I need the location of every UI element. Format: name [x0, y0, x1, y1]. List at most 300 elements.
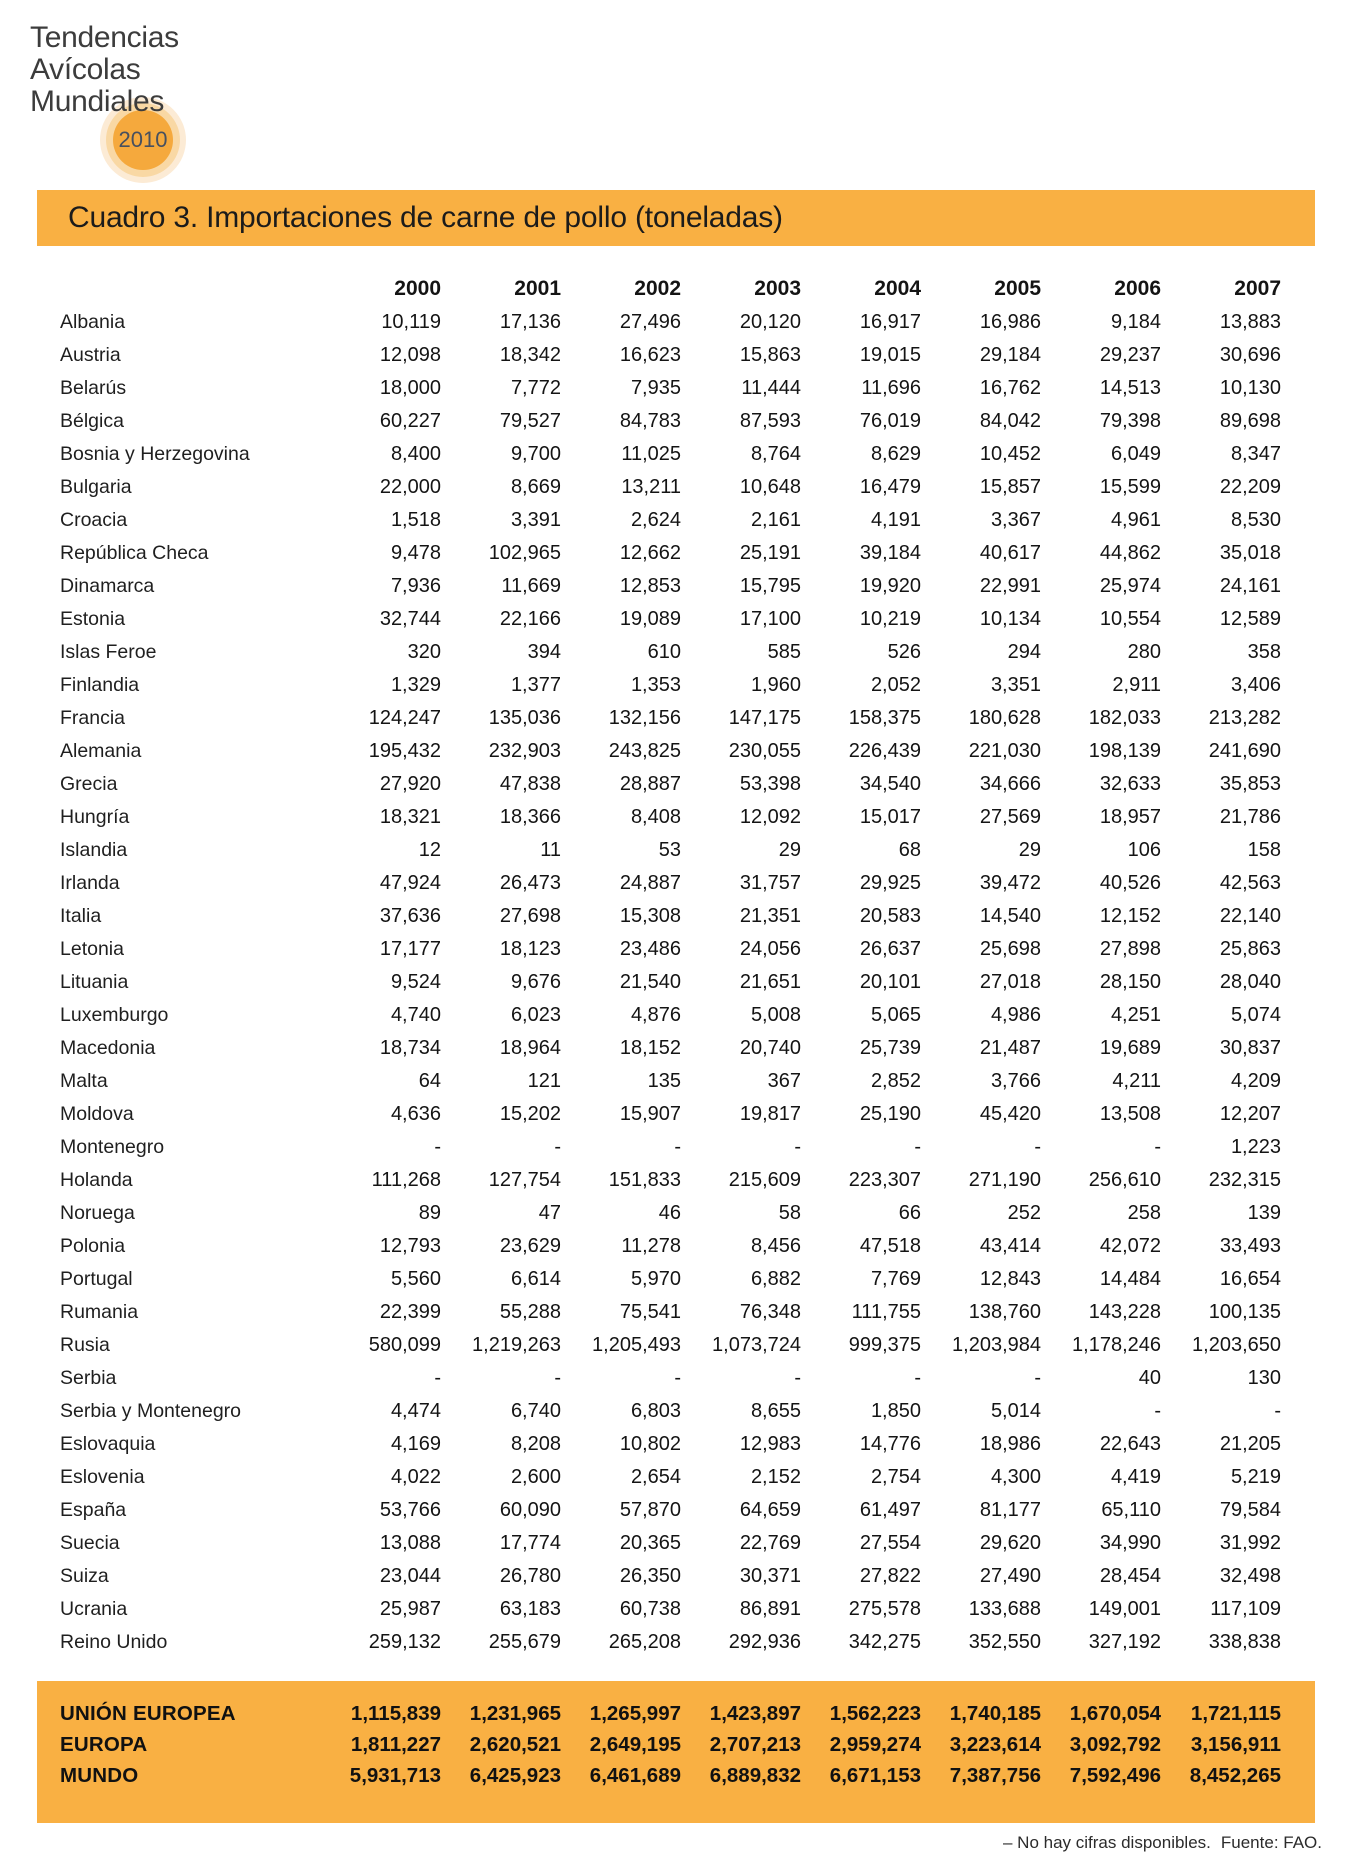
country-label: Reino Unido	[60, 1631, 168, 1653]
value-cell: 44,862	[1099, 542, 1161, 564]
value-cell: 22,140	[1219, 905, 1281, 927]
value-cell: 135	[647, 1070, 681, 1092]
value-cell: 66	[898, 1202, 921, 1224]
value-cell: 28,887	[619, 773, 681, 795]
value-cell: 127,754	[488, 1169, 561, 1191]
value-cell: 64	[418, 1070, 441, 1092]
country-label: España	[60, 1499, 127, 1521]
value-cell: 87,593	[739, 410, 801, 432]
totals-rows	[60, 1698, 1281, 1791]
value-cell: 117,109	[1210, 1598, 1281, 1620]
country-label: Belarús	[60, 377, 127, 399]
table-row	[60, 1329, 1281, 1362]
value-cell: -	[1154, 1136, 1161, 1158]
value-cell: 21,786	[1219, 806, 1281, 828]
value-cell: 15,599	[1099, 476, 1161, 498]
value-cell: 6,803	[630, 1400, 681, 1422]
footnote	[1003, 1833, 1322, 1853]
value-cell: 139	[1247, 1202, 1281, 1224]
totals-value-cell: 1,423,897	[709, 1702, 801, 1725]
value-cell: 3,406	[1230, 674, 1281, 696]
value-cell: -	[1034, 1136, 1041, 1158]
value-cell: 4,474	[390, 1400, 441, 1422]
value-cell: 19,089	[619, 608, 681, 630]
totals-value-cell: 2,620,521	[469, 1733, 561, 1756]
value-cell: 13,088	[379, 1532, 441, 1554]
value-cell: 147,175	[728, 707, 801, 729]
value-cell: 26,637	[859, 938, 921, 960]
value-cell: 34,540	[859, 773, 921, 795]
value-cell: 8,347	[1230, 443, 1281, 465]
value-cell: 22,166	[499, 608, 561, 630]
value-cell: 1,205,493	[592, 1334, 681, 1356]
value-cell: -	[1274, 1400, 1281, 1422]
value-cell: 11,444	[741, 377, 801, 399]
value-cell: 394	[527, 641, 561, 663]
value-cell: 2,052	[870, 674, 921, 696]
country-label: Noruega	[60, 1202, 135, 1224]
value-cell: 27,496	[619, 311, 681, 333]
value-cell: 24,161	[1219, 575, 1281, 597]
value-cell: 198,139	[1088, 740, 1161, 762]
logo-line-2: Avícolas	[30, 53, 141, 86]
totals-value-cell: 5,931,713	[349, 1764, 441, 1787]
value-cell: 19,015	[859, 344, 921, 366]
value-cell: 30,371	[739, 1565, 801, 1587]
value-cell: 232,903	[488, 740, 561, 762]
totals-value-cell: 1,562,223	[829, 1702, 921, 1725]
totals-value-cell: 3,156,911	[1190, 1733, 1281, 1756]
value-cell: 65,110	[1101, 1499, 1161, 1521]
value-cell: 58	[778, 1202, 801, 1224]
value-cell: -	[914, 1367, 921, 1389]
value-cell: 265,208	[608, 1631, 681, 1653]
value-cell: 158,375	[848, 707, 921, 729]
value-cell: 3,766	[990, 1070, 1041, 1092]
table-row	[60, 966, 1281, 999]
value-cell: 47	[538, 1202, 561, 1224]
value-cell: 11	[540, 839, 561, 861]
value-cell: 60,738	[619, 1598, 681, 1620]
value-cell: 610	[647, 641, 681, 663]
value-cell: 10,134	[979, 608, 1041, 630]
value-cell: 40,526	[1099, 872, 1161, 894]
logo-line-3: Mundiales	[30, 85, 165, 118]
country-label: Albania	[60, 311, 126, 333]
value-cell: 1,178,246	[1072, 1334, 1161, 1356]
value-cell: 9,676	[510, 971, 561, 993]
value-cell: 241,690	[1208, 740, 1281, 762]
value-cell: 3,367	[990, 509, 1041, 531]
table-row	[60, 1098, 1281, 1131]
value-cell: 17,136	[499, 311, 561, 333]
value-cell: 9,478	[390, 542, 441, 564]
country-label: Austria	[60, 344, 121, 366]
value-cell: 29	[778, 839, 801, 861]
value-cell: 28,040	[1219, 971, 1281, 993]
year-header: 2003	[754, 277, 801, 300]
country-label: Croacia	[60, 509, 128, 531]
country-label: Serbia	[60, 1367, 117, 1389]
value-cell: 15,795	[739, 575, 801, 597]
value-cell: 352,550	[968, 1631, 1041, 1653]
totals-label: MUNDO	[60, 1764, 139, 1787]
value-cell: 1,203,650	[1192, 1334, 1281, 1356]
value-cell: -	[914, 1136, 921, 1158]
value-cell: 79,527	[499, 410, 561, 432]
table-row	[60, 438, 1281, 471]
value-cell: 40	[1138, 1367, 1161, 1389]
value-cell: 149,001	[1088, 1598, 1161, 1620]
value-cell: 53,766	[379, 1499, 441, 1521]
table-row	[60, 537, 1281, 570]
value-cell: 6,882	[750, 1268, 801, 1290]
totals-row	[60, 1698, 1281, 1729]
value-cell: 223,307	[848, 1169, 921, 1191]
value-cell: 8,669	[510, 476, 561, 498]
value-cell: 4,251	[1110, 1004, 1161, 1026]
totals-label: UNIÓN EUROPEA	[60, 1702, 236, 1725]
value-cell: 55,288	[499, 1301, 561, 1323]
table-row	[60, 801, 1281, 834]
value-cell: 27,822	[859, 1565, 921, 1587]
value-cell: 4,300	[990, 1466, 1041, 1488]
value-cell: 84,042	[979, 410, 1041, 432]
country-label: Eslovenia	[60, 1466, 145, 1488]
country-rows	[60, 306, 1281, 1659]
country-label: Alemania	[60, 740, 142, 762]
value-cell: 61,497	[859, 1499, 921, 1521]
value-cell: 12,853	[619, 575, 681, 597]
value-cell: 24,887	[619, 872, 681, 894]
table-row	[60, 1395, 1281, 1428]
totals-value-cell: 2,707,213	[709, 1733, 801, 1756]
value-cell: -	[554, 1367, 561, 1389]
value-cell: 18,152	[619, 1037, 681, 1059]
table-row	[60, 735, 1281, 768]
value-cell: -	[434, 1136, 441, 1158]
country-label: Ucrania	[60, 1598, 128, 1620]
value-cell: 20,101	[859, 971, 921, 993]
corner-cell	[60, 272, 321, 306]
value-cell: 358	[1247, 641, 1281, 663]
country-label: Montenegro	[60, 1136, 165, 1158]
table-row	[60, 768, 1281, 801]
country-label: Luxemburgo	[60, 1004, 169, 1026]
value-cell: 10,452	[979, 443, 1041, 465]
value-cell: 1,353	[630, 674, 681, 696]
value-cell: 12	[418, 839, 441, 861]
value-cell: 132,156	[608, 707, 681, 729]
totals-value-cell: 1,811,227	[350, 1733, 441, 1756]
value-cell: 89	[418, 1202, 441, 1224]
totals-value-cell: 8,452,265	[1189, 1764, 1281, 1787]
value-cell: 367	[767, 1070, 801, 1092]
value-cell: 12,662	[619, 542, 681, 564]
value-cell: 5,008	[750, 1004, 801, 1026]
value-cell: 30,837	[1219, 1037, 1281, 1059]
table-row	[60, 570, 1281, 603]
value-cell: 121	[527, 1070, 561, 1092]
value-cell: 138,760	[968, 1301, 1041, 1323]
value-cell: 18,964	[499, 1037, 561, 1059]
value-cell: 1,073,724	[712, 1334, 801, 1356]
value-cell: 5,014	[990, 1400, 1041, 1422]
table-row	[60, 1626, 1281, 1659]
value-cell: 6,740	[510, 1400, 561, 1422]
totals-value-cell: 1,721,115	[1190, 1702, 1281, 1725]
value-cell: 8,530	[1230, 509, 1281, 531]
value-cell: 338,838	[1208, 1631, 1281, 1653]
value-cell: 14,776	[859, 1433, 921, 1455]
value-cell: 9,184	[1110, 311, 1161, 333]
year-header: 2000	[394, 277, 441, 300]
value-cell: 18,957	[1099, 806, 1161, 828]
value-cell: 16,917	[859, 311, 921, 333]
table-row	[60, 1494, 1281, 1527]
value-cell: 29,620	[979, 1532, 1041, 1554]
value-cell: 11,278	[621, 1235, 681, 1257]
value-cell: 106	[1127, 839, 1161, 861]
imports-table	[60, 272, 1281, 1659]
value-cell: 15,863	[739, 344, 801, 366]
value-cell: 18,366	[499, 806, 561, 828]
value-cell: 4,209	[1230, 1070, 1281, 1092]
value-cell: 42,072	[1099, 1235, 1161, 1257]
value-cell: 21,205	[1219, 1433, 1281, 1455]
value-cell: 76,348	[739, 1301, 801, 1323]
country-label: Irlanda	[60, 872, 120, 894]
value-cell: 230,055	[728, 740, 801, 762]
table-row	[60, 1461, 1281, 1494]
totals-value-cell: 6,461,689	[589, 1764, 681, 1787]
value-cell: 6,614	[510, 1268, 561, 1290]
country-label: Rumania	[60, 1301, 139, 1323]
value-cell: 47,838	[499, 773, 561, 795]
value-cell: 10,802	[619, 1433, 681, 1455]
value-cell: -	[794, 1136, 801, 1158]
table-row	[60, 471, 1281, 504]
value-cell: 12,589	[1219, 608, 1281, 630]
table-row	[60, 603, 1281, 636]
value-cell: 89,698	[1219, 410, 1281, 432]
value-cell: 22,991	[979, 575, 1041, 597]
value-cell: 19,689	[1099, 1037, 1161, 1059]
value-cell: 111,755	[851, 1301, 921, 1323]
country-label: Suiza	[60, 1565, 109, 1587]
value-cell: 25,698	[979, 938, 1041, 960]
value-cell: 31,757	[739, 872, 801, 894]
value-cell: 8,208	[510, 1433, 561, 1455]
value-cell: 1,329	[390, 674, 441, 696]
value-cell: 4,022	[390, 1466, 441, 1488]
value-cell: 25,739	[859, 1037, 921, 1059]
table-row	[60, 867, 1281, 900]
value-cell: 255,679	[488, 1631, 561, 1653]
value-cell: 46	[658, 1202, 681, 1224]
country-label: Holanda	[60, 1169, 133, 1191]
value-cell: 12,152	[1099, 905, 1161, 927]
value-cell: 19,817	[739, 1103, 801, 1125]
value-cell: 16,654	[1219, 1268, 1281, 1290]
footnote-source: Fuente: FAO.	[1220, 1833, 1322, 1852]
value-cell: 320	[407, 641, 441, 663]
value-cell: 25,191	[739, 542, 801, 564]
value-cell: 75,541	[619, 1301, 681, 1323]
value-cell: 39,472	[979, 872, 1041, 894]
value-cell: 232,315	[1208, 1169, 1281, 1191]
value-cell: 20,740	[739, 1037, 801, 1059]
value-cell: 7,772	[510, 377, 561, 399]
value-cell: 280	[1127, 641, 1161, 663]
value-cell: 585	[767, 641, 801, 663]
value-cell: 26,780	[499, 1565, 561, 1587]
value-cell: 29,237	[1099, 344, 1161, 366]
table-row	[60, 1428, 1281, 1461]
value-cell: 8,764	[750, 443, 801, 465]
country-label: Dinamarca	[60, 575, 155, 597]
table-row	[60, 339, 1281, 372]
value-cell: 2,654	[630, 1466, 681, 1488]
value-cell: 259,132	[368, 1631, 441, 1653]
table-row	[60, 1032, 1281, 1065]
value-cell: 6,023	[510, 1004, 561, 1026]
value-cell: 4,740	[390, 1004, 441, 1026]
value-cell: 18,000	[379, 377, 441, 399]
value-cell: 14,540	[979, 905, 1041, 927]
totals-value-cell: 6,889,832	[709, 1764, 801, 1787]
value-cell: 10,130	[1219, 377, 1281, 399]
totals-value-cell: 7,387,756	[949, 1764, 1041, 1787]
country-label: Macedonia	[60, 1037, 156, 1059]
footnote-legend: – No hay cifras disponibles.	[1003, 1833, 1211, 1852]
value-cell: 27,569	[979, 806, 1041, 828]
value-cell: 17,177	[379, 938, 441, 960]
country-label: Bulgaria	[60, 476, 132, 498]
value-cell: 15,857	[979, 476, 1041, 498]
value-cell: 5,970	[630, 1268, 681, 1290]
value-cell: 258	[1127, 1202, 1161, 1224]
totals-value-cell: 2,649,195	[589, 1733, 681, 1756]
value-cell: 29	[1018, 839, 1041, 861]
value-cell: 53,398	[739, 773, 801, 795]
value-cell: 9,524	[390, 971, 441, 993]
table-row	[60, 405, 1281, 438]
country-label: Italia	[60, 905, 102, 927]
value-cell: 20,120	[739, 311, 801, 333]
totals-value-cell: 1,115,839	[350, 1702, 441, 1725]
value-cell: 10,648	[739, 476, 801, 498]
totals-box	[37, 1681, 1315, 1823]
country-label: Islas Feroe	[60, 641, 157, 663]
value-cell: 22,209	[1219, 476, 1281, 498]
value-cell: 111,268	[371, 1169, 441, 1191]
value-cell: 32,633	[1099, 773, 1161, 795]
value-cell: 1,219,263	[472, 1334, 561, 1356]
value-cell: 60,090	[499, 1499, 561, 1521]
value-cell: 40,617	[979, 542, 1041, 564]
table-row	[60, 933, 1281, 966]
value-cell: 102,965	[488, 542, 561, 564]
country-label: Serbia y Montenegro	[60, 1400, 242, 1422]
value-cell: 23,044	[379, 1565, 441, 1587]
value-cell: 37,636	[379, 905, 441, 927]
value-cell: 25,863	[1219, 938, 1281, 960]
table-row	[60, 306, 1281, 339]
logo-wordmark	[30, 22, 179, 118]
value-cell: 27,554	[859, 1532, 921, 1554]
value-cell: 1,203,984	[952, 1334, 1041, 1356]
value-cell: 17,100	[739, 608, 801, 630]
table-row	[60, 1131, 1281, 1164]
value-cell: 22,643	[1099, 1433, 1161, 1455]
value-cell: 21,540	[619, 971, 681, 993]
country-label: Rusia	[60, 1334, 110, 1356]
year-header: 2005	[994, 277, 1041, 300]
value-cell: 23,629	[499, 1235, 561, 1257]
value-cell: 195,432	[368, 740, 441, 762]
totals-label: EUROPA	[60, 1733, 148, 1756]
country-label: Suecia	[60, 1532, 120, 1554]
value-cell: 39,184	[859, 542, 921, 564]
value-cell: 42,563	[1219, 872, 1281, 894]
table-row	[60, 1560, 1281, 1593]
value-cell: 18,321	[379, 806, 441, 828]
value-cell: 28,454	[1099, 1565, 1161, 1587]
totals-value-cell: 1,265,997	[589, 1702, 681, 1725]
value-cell: 151,833	[608, 1169, 681, 1191]
value-cell: 271,190	[968, 1169, 1041, 1191]
value-cell: 4,191	[870, 509, 921, 531]
value-cell: 68	[898, 839, 921, 861]
country-label: Francia	[60, 707, 126, 729]
table-row	[60, 636, 1281, 669]
value-cell: 7,769	[870, 1268, 921, 1290]
value-cell: 213,282	[1208, 707, 1281, 729]
country-label: Estonia	[60, 608, 126, 630]
value-cell: 4,169	[390, 1433, 441, 1455]
value-cell: 35,853	[1219, 773, 1281, 795]
value-cell: 53	[658, 839, 681, 861]
value-cell: 32,744	[379, 608, 441, 630]
value-cell: 22,000	[379, 476, 441, 498]
value-cell: 526	[887, 641, 921, 663]
value-cell: 26,350	[619, 1565, 681, 1587]
value-cell: 8,408	[630, 806, 681, 828]
value-cell: -	[674, 1367, 681, 1389]
value-cell: 24,056	[739, 938, 801, 960]
value-cell: 2,161	[750, 509, 801, 531]
table-row	[60, 900, 1281, 933]
table-title: Cuadro 3. Importaciones de carne de pollo (toneladas)	[68, 201, 783, 234]
totals-value-cell: 7,592,496	[1069, 1764, 1161, 1787]
value-cell: 4,986	[990, 1004, 1041, 1026]
value-cell: 5,560	[390, 1268, 441, 1290]
value-cell: 13,211	[621, 476, 681, 498]
value-cell: 43,414	[979, 1235, 1041, 1257]
value-cell: 79,398	[1099, 410, 1161, 432]
value-cell: 27,490	[979, 1565, 1041, 1587]
value-cell: 27,898	[1099, 938, 1161, 960]
value-cell: 10,119	[381, 311, 441, 333]
value-cell: 16,479	[859, 476, 921, 498]
value-cell: 26,473	[499, 872, 561, 894]
table-row	[60, 1296, 1281, 1329]
value-cell: -	[674, 1136, 681, 1158]
value-cell: 45,420	[979, 1103, 1041, 1125]
value-cell: 16,762	[979, 377, 1041, 399]
value-cell: -	[794, 1367, 801, 1389]
